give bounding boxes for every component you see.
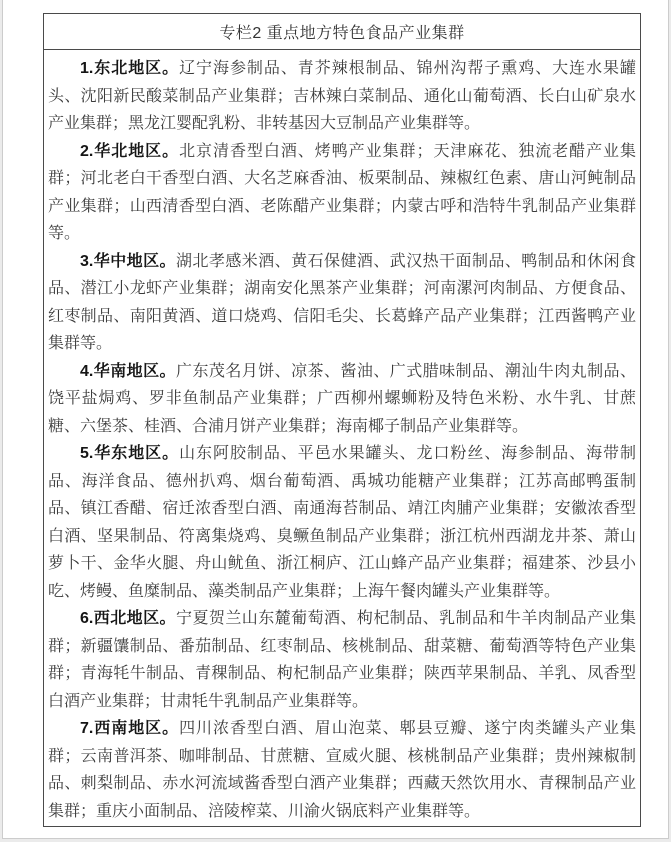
region-heading: 2.华北地区。 — [80, 142, 180, 160]
region-paragraph — [48, 605, 636, 715]
region-text: 辽宁海参制品、青芥辣根制品、锦州沟帮子熏鸡、大连水果罐头、沈阳新民酸菜制品产业集群；吉林辣白菜制品、通化山葡萄酒、长白山矿泉水产业集群；黑龙江婴配乳粉、非转基因大豆制品产业集群等。 — [48, 60, 636, 132]
box-title: 专栏2 重点地方特色食品产业集群 — [219, 25, 465, 42]
region-heading: 6.西北地区。 — [80, 610, 177, 627]
region-paragraph — [48, 358, 636, 441]
region-paragraph — [48, 715, 636, 825]
region-text: 广东茂名月饼、凉茶、酱油、广式腊味制品、潮汕牛肉丸制品、饶平盐焗鸡、罗非鱼制品产业集群；广西柳州螺蛳粉及特色米粉、水牛乳、甘蔗糖、六堡茶、桂酒、合浦月饼产业集群；海南椰子制品产业集群等。 — [48, 362, 636, 435]
region-heading: 4.华南地区。 — [80, 362, 177, 380]
region-heading: 3.华中地区。 — [80, 252, 177, 270]
region-text: 山东阿胶制品、平邑水果罐头、龙口粉丝、海参制品、海带制品、海洋食品、德州扒鸡、烟台葡萄酒、禹城功能糖产业集群；江苏高邮鸭蛋制品、镇江香醋、宿迁浓香型白酒、南通海苔制品、靖江肉脯产业集群；安徽浓香型白酒、坚果制品、符离集烧鸡、臭鳜鱼制品产业集群；浙江杭州西湖龙井茶、萧山萝卜干、金华火腿、舟山鱿鱼、浙江桐庐、江山蜂产品产业集群；福建茶、沙县小吃、烤鳗、鱼糜制品、藻类制品产业集群；上海午餐肉罐头产业集群等。 — [48, 445, 636, 600]
region-paragraph — [48, 55, 636, 138]
region-heading: 5.华东地区。 — [80, 445, 180, 462]
region-heading: 7.西南地区。 — [80, 720, 180, 737]
feature-box — [43, 13, 641, 827]
region-text: 北京清香型白酒、烤鸭产业集群；天津麻花、独流老醋产业集群；河北老白干香型白酒、大名芝麻香油、板栗制品、辣椒红色素、唐山河鲀制品产业集群；山西清香型白酒、老陈醋产业集群；内蒙古呼和浩特牛乳制品产业集群等。 — [48, 142, 636, 242]
region-text: 四川浓香型白酒、眉山泡菜、郫县豆瓣、遂宁肉类罐头产业集群；云南普洱茶、咖啡制品、甘蔗糖、宣威火腿、核桃制品产业集群；贵州辣椒制品、刺梨制品、赤水河流域酱香型白酒产业集群；西藏天然饮用水、青稞制品产业集群；重庆小面制品、涪陵榨菜、川渝火锅底料产业集群等。 — [48, 720, 636, 820]
region-paragraph — [48, 138, 636, 248]
box-body — [44, 50, 640, 826]
document-page — [2, 0, 669, 839]
region-paragraph — [48, 440, 636, 605]
region-text: 湖北孝感米酒、黄石保健酒、武汉热干面制品、鸭制品和休闲食品、潜江小龙虾产业集群；湖南安化黑茶产业集群；河南漯河肉制品、方便食品、红枣制品、南阳黄酒、道口烧鸡、信阳毛尖、长葛蜂产品产业集群；江西酱鸭产业集群等。 — [48, 252, 636, 352]
box-title-row — [44, 14, 640, 50]
region-text: 宁夏贺兰山东麓葡萄酒、枸杞制品、乳制品和牛羊肉制品产业集群；新疆馕制品、番茄制品、红枣制品、核桃制品、甜菜糖、葡萄酒等特色产业集群；青海牦牛制品、青稞制品、枸杞制品产业集群；陕西苹果制品、羊乳、凤香型白酒产业集群；甘肃牦牛乳制品产业集群等。 — [48, 610, 636, 710]
region-paragraph — [48, 248, 636, 358]
region-heading: 1.东北地区。 — [80, 60, 180, 77]
